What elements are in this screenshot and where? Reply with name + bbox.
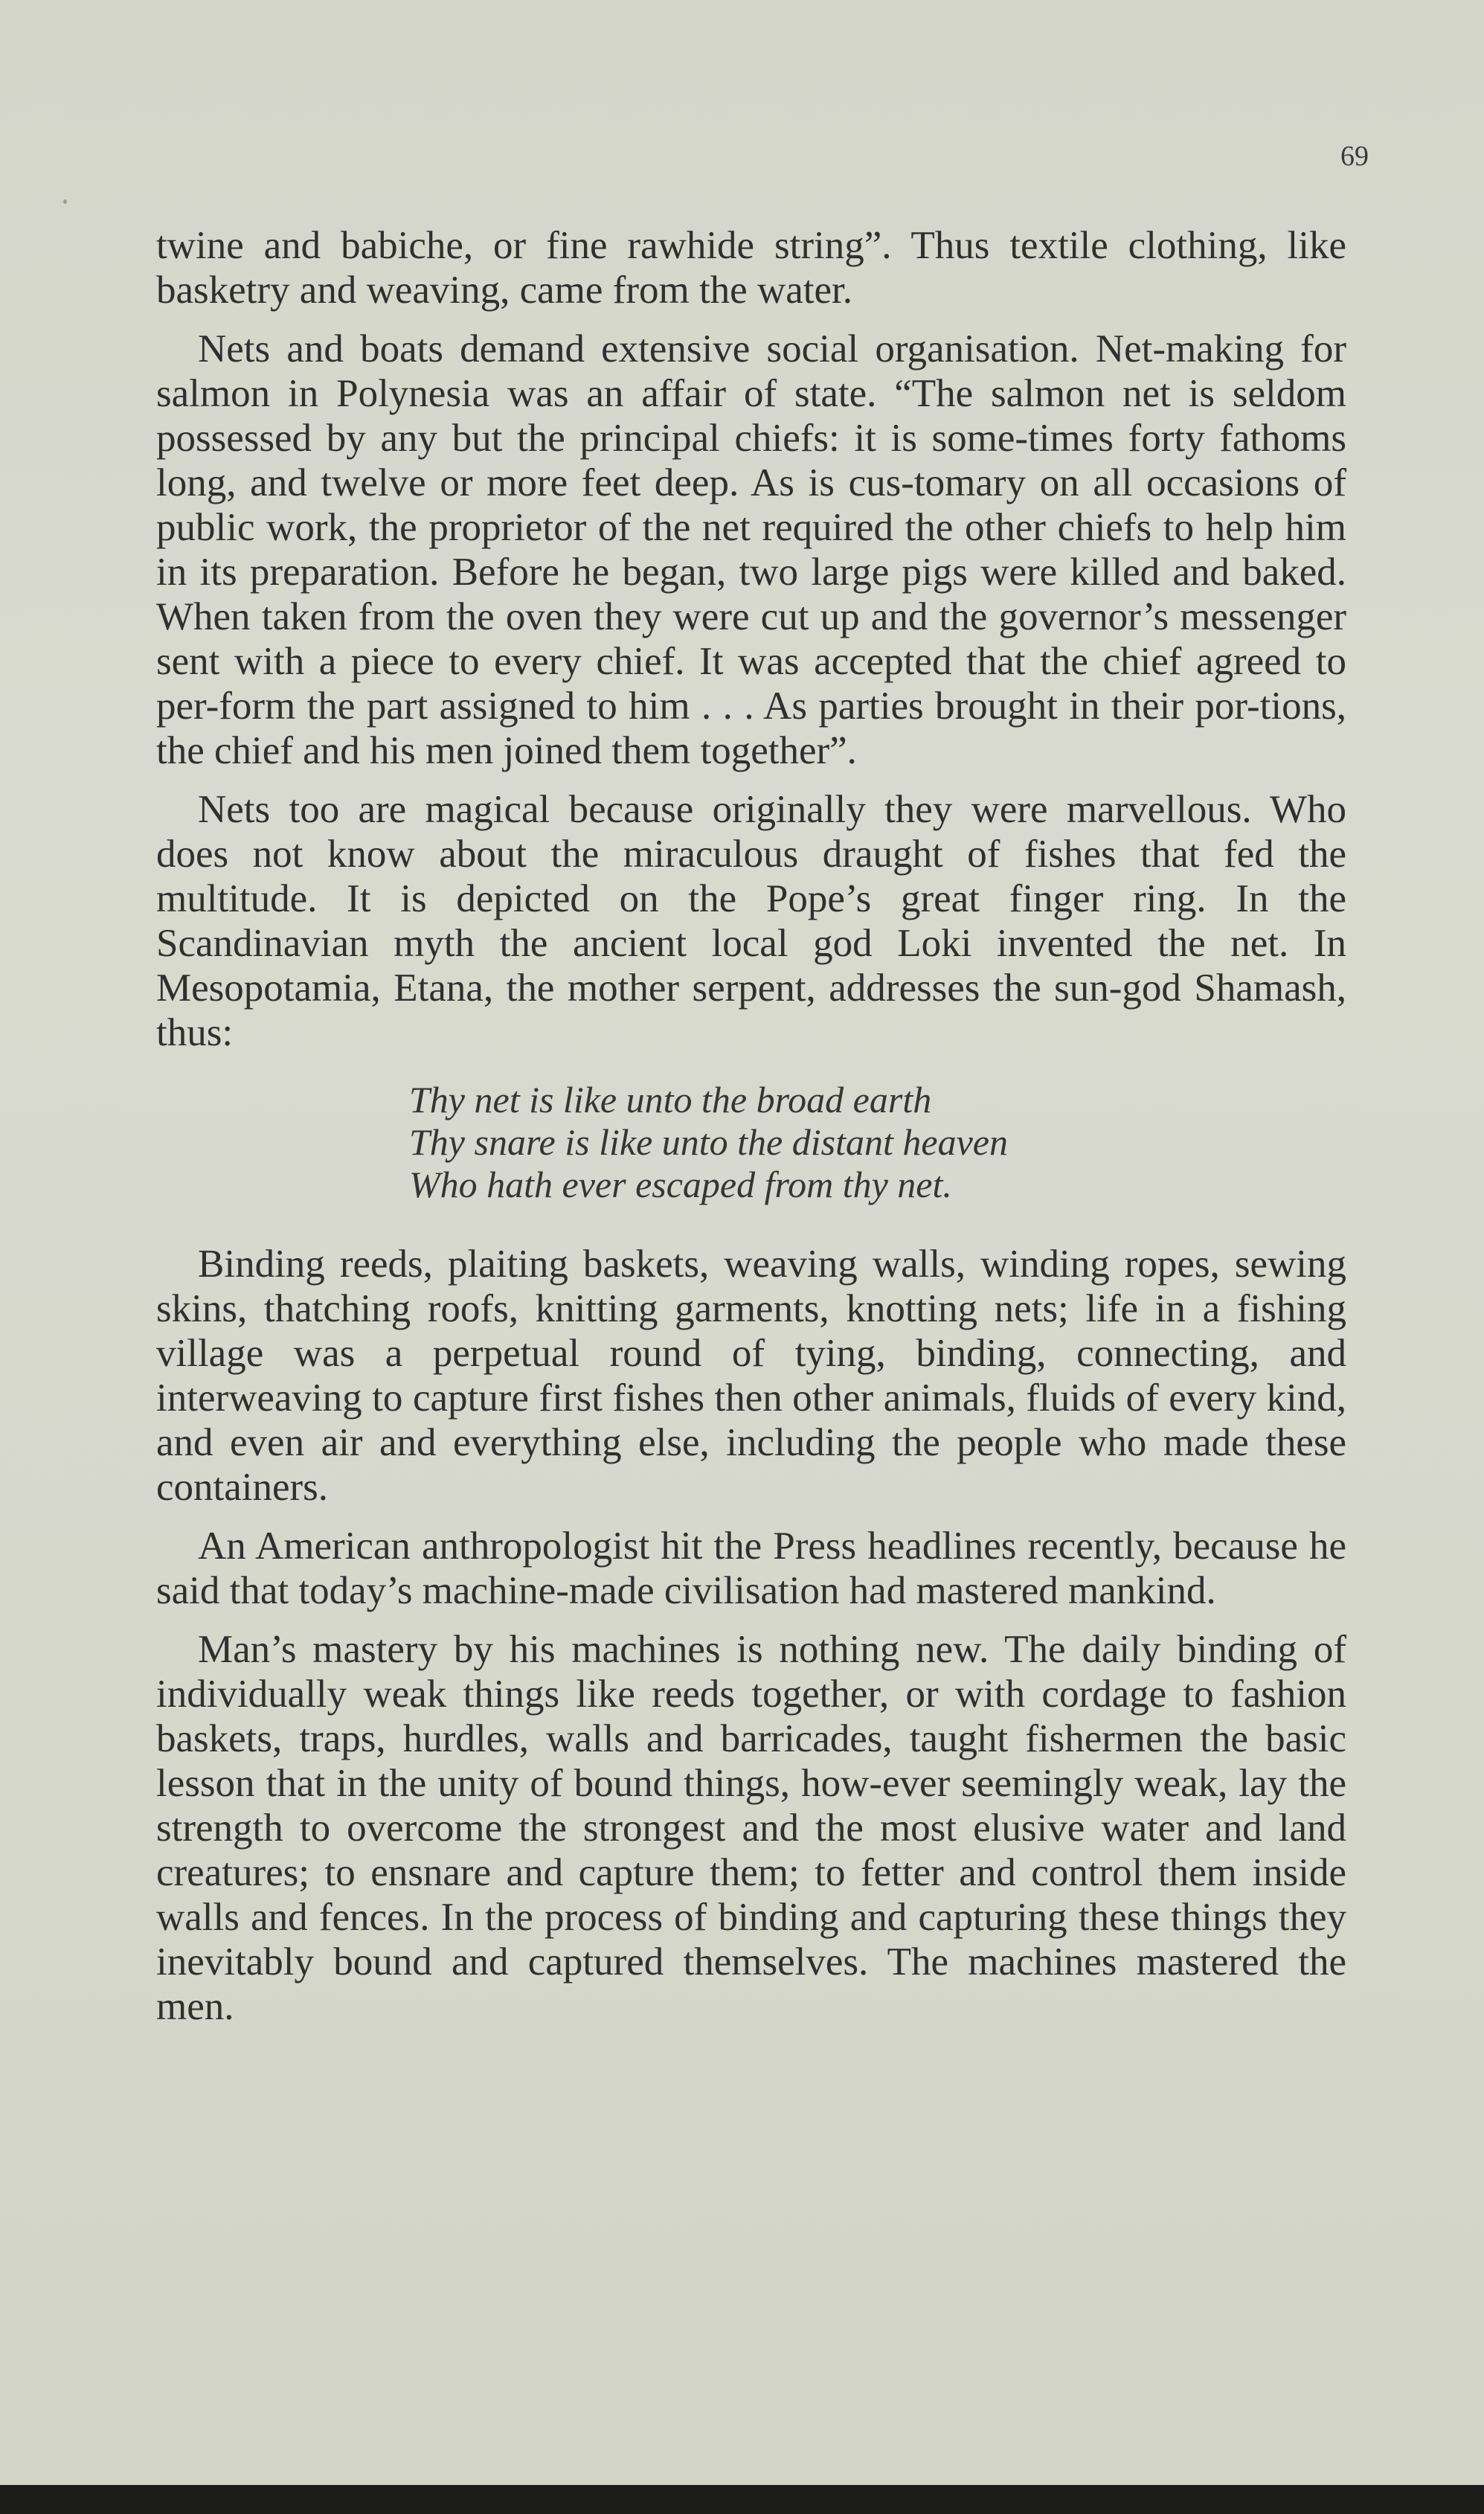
poem-line: Thy snare is like unto the distant heaven <box>409 1121 1008 1163</box>
paragraph-nets-magical: Nets too are magical because originally they were marvellous. Who does not know about the miraculous draught of fishes that fed the multitude. It is depicted on the Pope’s great finger ring. In the Scandinavian myth the ancient local god Loki invented the net. In Mesopotamia, Etana, the mother serpent, addresses the sun-god Shamash, thus: <box>156 788 1346 1054</box>
poem-line: Who hath ever escaped from thy net. <box>409 1164 952 1205</box>
body-text <box>156 223 1346 2043</box>
poem-line: Thy net is like unto the broad earth <box>409 1079 932 1120</box>
page-bottom-edge <box>0 2485 1484 2514</box>
page-number: 69 <box>1340 141 1369 172</box>
poem-quote <box>409 1079 1346 1206</box>
paper-speck <box>63 199 67 204</box>
paragraph-binding-reeds: Binding reeds, plaiting baskets, weaving walls, winding ropes, sewing skins, thatching roofs, knitting garments, knotting nets; life in a fishing village was a perpetual round of tying, binding, connecting, and interweaving to capture first fishes then other animals, fluids of every kind, and even air and everything else, including the people who made these containers. <box>156 1242 1346 1509</box>
paragraph-mans-mastery: Man’s mastery by his machines is nothing new. The daily binding of individually weak things like reeds together, or with cordage to fashion baskets, traps, hurdles, walls and barricades, taught fishermen the basic lesson that in the unity of bound things, how-ever seemingly weak, lay the strength to overcome the strongest and the most elusive water and land creatures; to ensnare and capture them; to fetter and control them inside walls and fences. In the process of binding and capturing these things they inevitably bound and captured themselves. The machines mastered the men. <box>156 1628 1346 2028</box>
paragraph-nets-and-boats: Nets and boats demand extensive social organisation. Net-making for salmon in Polynesia was an affair of state. “The salmon net is seldom possessed by any but the principal chiefs: it is some-times forty fathoms long, and twelve or more feet deep. As is cus-tomary on all occasions of public work, the proprietor of the net required the other chiefs to help him in its preparation. Before he began, two large pigs were killed and baked. When taken from the oven they were cut up and the governor’s messenger sent with a piece to every chief. It was accepted that the chief agreed to per-form the part assigned to him . . . As parties brought in their por-tions, the chief and his men joined them together”. <box>156 327 1346 772</box>
paragraph-anthropologist: An American anthropologist hit the Press headlines recently, because he said that today’s machine-made civilisation had mastered mankind. <box>156 1524 1346 1612</box>
paragraph-continued: twine and babiche, or fine rawhide string”. Thus textile clothing, like basketry and weaving, came from the water. <box>156 224 1346 312</box>
